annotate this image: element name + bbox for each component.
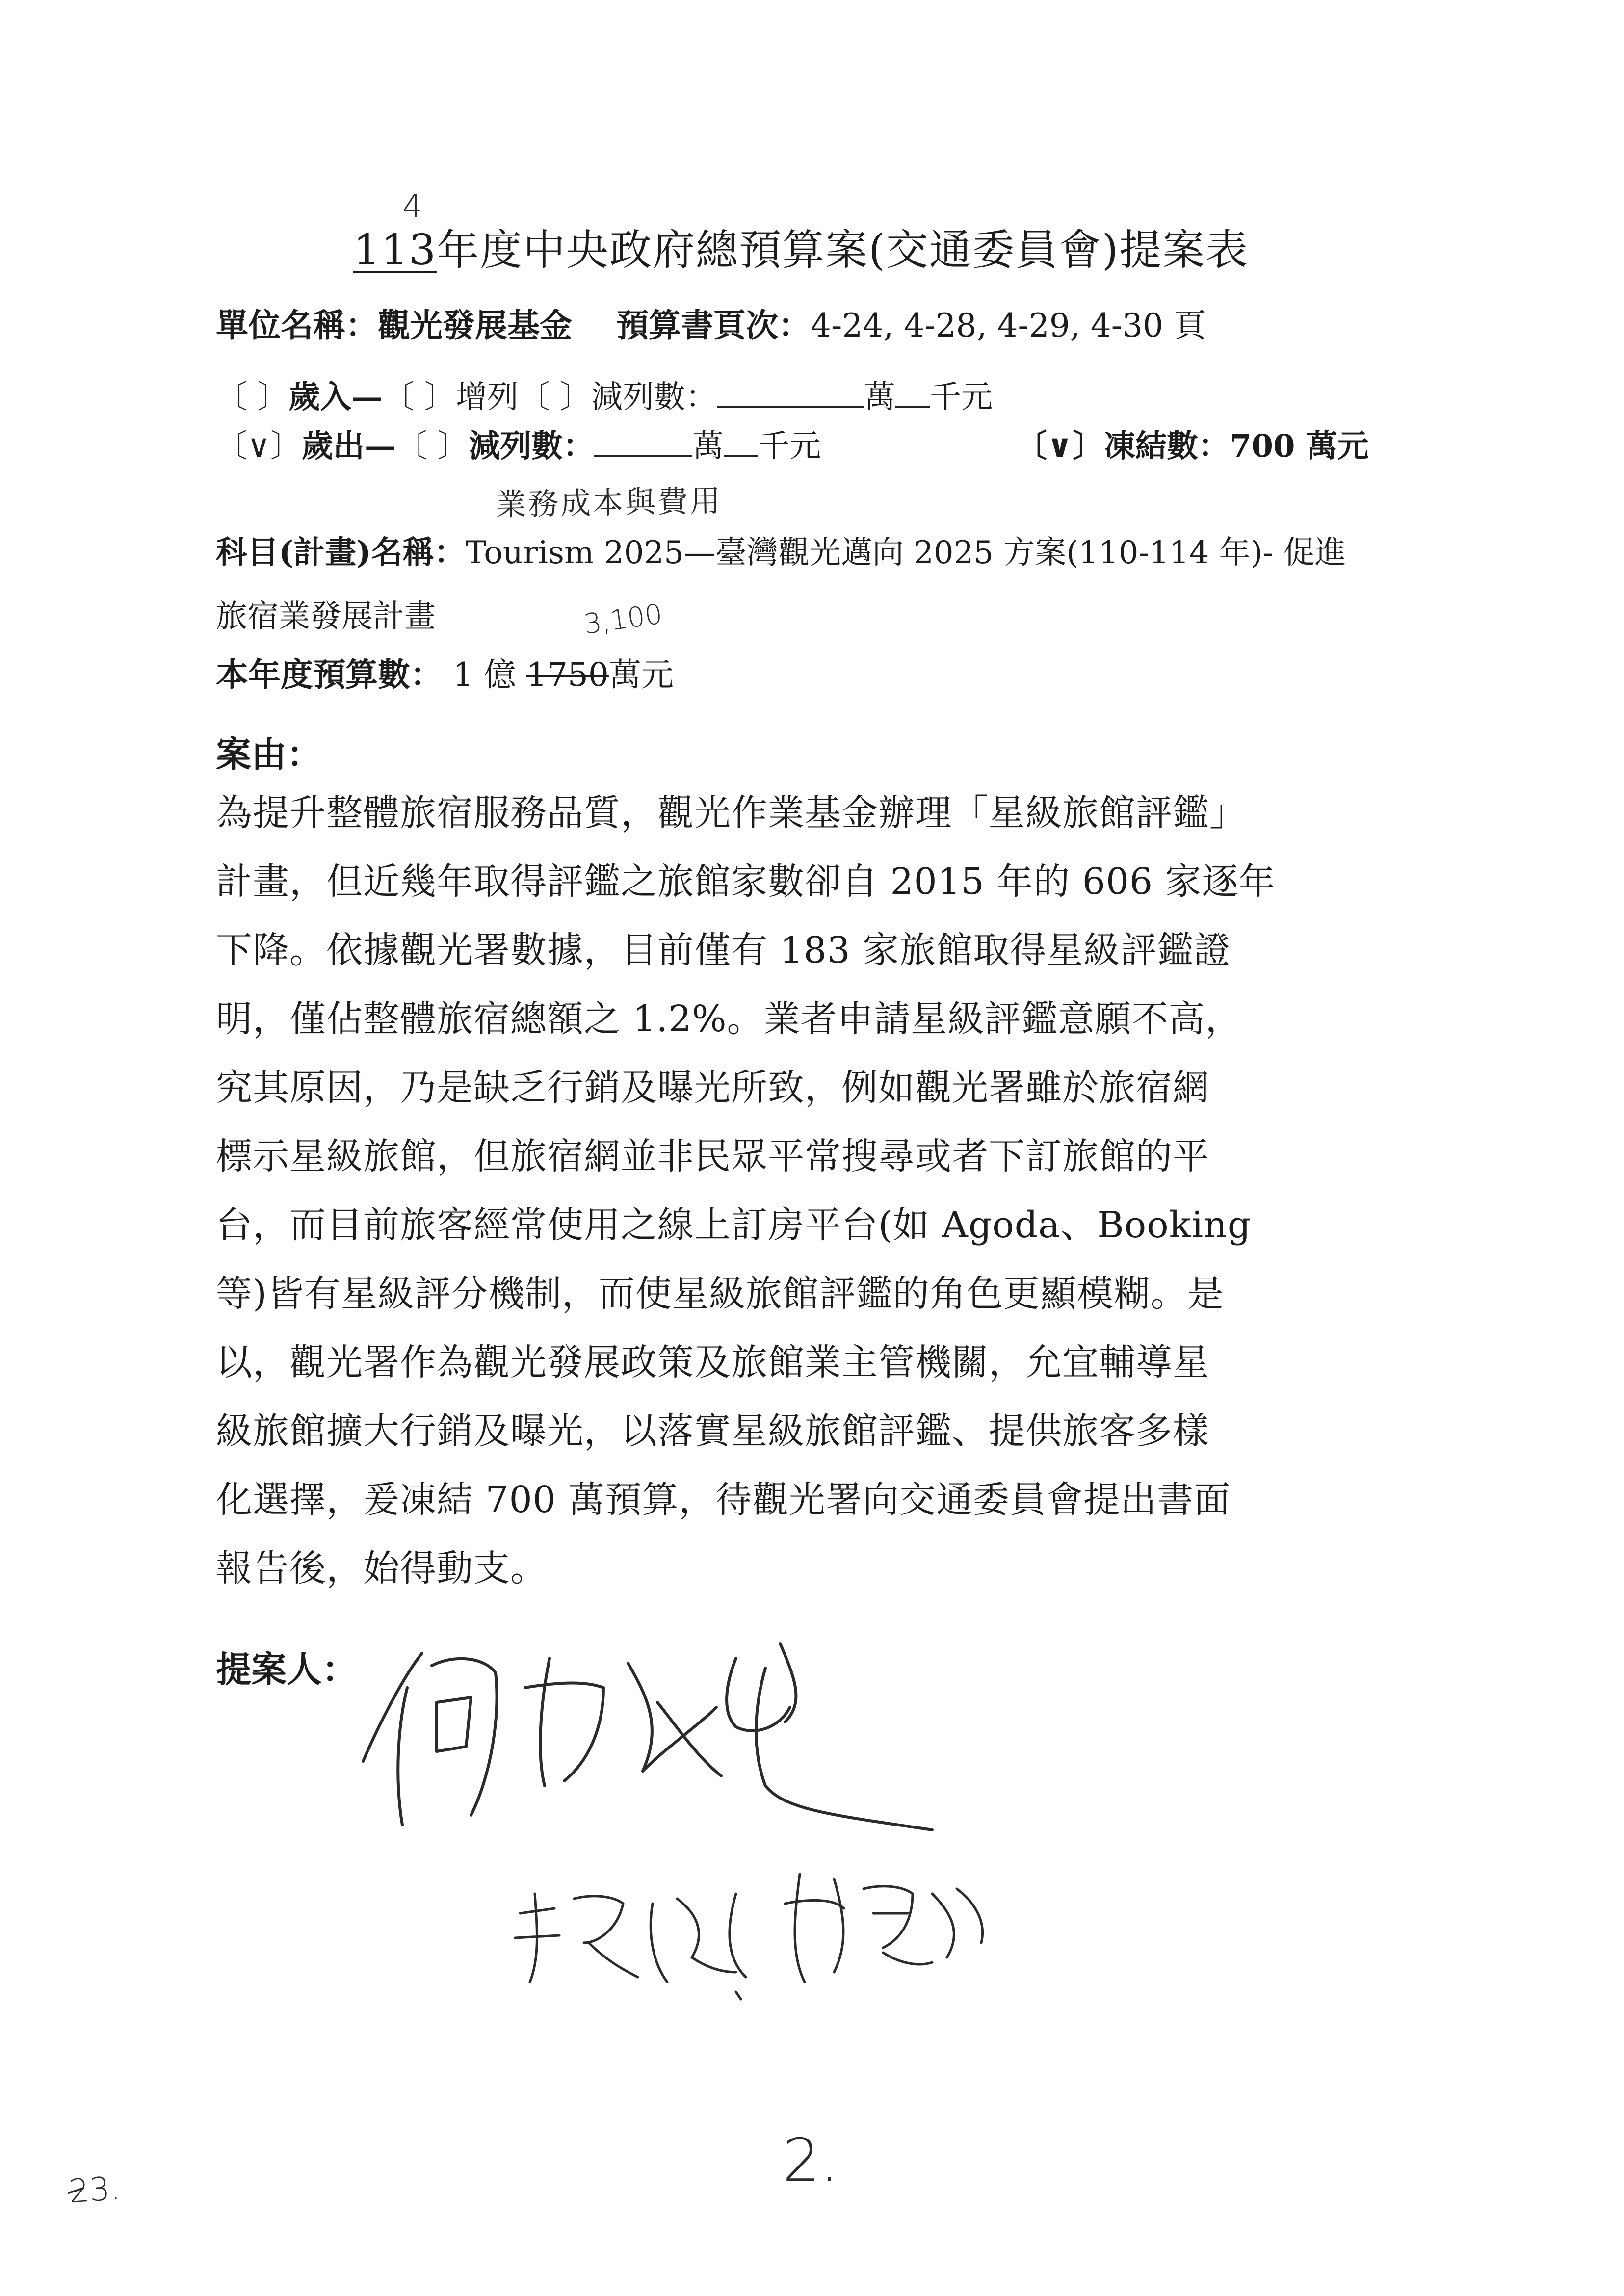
subject-name-1: Tourism 2025—臺灣觀光邁向 2025 方案(110-114 年)- 促進 xyxy=(465,535,1346,571)
handwritten-account-note: 業務成本與費用 xyxy=(495,482,723,523)
proposer-signature xyxy=(363,1644,932,1830)
revenue-checkbox: 〔 〕 xyxy=(216,379,289,416)
revenue-add-checkbox: 〔 〕 xyxy=(383,379,456,416)
subject-label: 科目(計畫)名稱： xyxy=(216,534,466,571)
budget-prefix: 1 億 xyxy=(452,656,516,694)
reason-line: 報告後，始得動支。 xyxy=(216,1547,547,1590)
cosigner-signatures xyxy=(515,1874,983,1999)
expenditure-label: 歲出— xyxy=(301,428,396,465)
budget-label: 本年度預算數： xyxy=(216,655,443,694)
reason-line: 以，觀光署作為觀光發展政策及旅館業主管機關，允宜輔導星 xyxy=(216,1341,1209,1383)
title-text: 年度中央政府總預算案(交通委員會)提案表 xyxy=(437,226,1249,275)
reason-line: 台，而目前旅客經常使用之線上訂房平台(如 Agoda、Booking xyxy=(216,1204,1252,1246)
revenue-cut-checkbox: 〔 〕 xyxy=(518,379,592,416)
page-number: 2. xyxy=(783,2127,839,2195)
budget-handwritten-correction: 3,100 xyxy=(582,598,665,641)
revenue-add-label: 增列 xyxy=(455,379,519,416)
title-year: 113 xyxy=(353,226,437,275)
reason-line: 化選擇，爰凍結 700 萬預算，待觀光署向交通委員會提出書面 xyxy=(216,1479,1231,1521)
freeze-checkbox: 〔∨〕 xyxy=(1016,428,1104,465)
revenue-label: 歲入— xyxy=(288,379,383,416)
reason-line: 下降。依據觀光署數據，目前僅有 183 家旅館取得星級評鑑證 xyxy=(216,929,1231,971)
pages-label: 預算書頁次： xyxy=(616,306,811,344)
freeze-value: 700 萬元 xyxy=(1229,428,1369,465)
reason-line: 計畫，但近幾年取得評鑑之旅館家數卻自 2015 年的 606 家逐年 xyxy=(216,861,1276,903)
reason-line: 等)皆有星級評分機制，而使星級旅館評鑑的角色更顯模糊。是 xyxy=(216,1273,1224,1315)
reason-title: 案由： xyxy=(216,733,322,775)
title-year-handwritten: 4 xyxy=(402,189,422,225)
unit-name: 觀光發展基金 xyxy=(378,306,572,344)
reason-line: 級旅館擴大行銷及曝光，以落實星級旅館評鑑、提供旅客多樣 xyxy=(216,1410,1209,1452)
subject-name-2: 旅宿業發展計畫 xyxy=(216,599,436,635)
revenue-wan-unit: 萬 xyxy=(864,379,896,416)
reason-line: 明，僅佔整體旅宿總額之 1.2%。業者申請星級評鑑意願不高， xyxy=(216,998,1242,1040)
budget-struck-value: 1750 xyxy=(526,656,609,694)
budget-unit: 萬元 xyxy=(608,656,674,694)
revenue-qian-unit: 千元 xyxy=(930,379,993,416)
unit-label: 單位名稱： xyxy=(216,306,378,344)
freeze-label: 凍結數： xyxy=(1103,428,1230,465)
expenditure-wan-unit: 萬 xyxy=(692,428,724,465)
reason-line: 究其原因，乃是缺乏行銷及曝光所致，例如觀光署雖於旅宿網 xyxy=(216,1067,1209,1109)
reason-line: 標示星級旅館，但旅宿網並非民眾平常搜尋或者下訂旅館的平 xyxy=(216,1135,1209,1177)
expenditure-cut-checkbox: 〔 〕 xyxy=(395,428,469,465)
expenditure-qian-unit: 千元 xyxy=(758,428,821,465)
expenditure-checkbox: 〔∨〕 xyxy=(216,428,302,465)
reason-line: 為提升整體旅宿服務品質，觀光作業基金辦理「星級旅館評鑑」 xyxy=(216,792,1246,834)
expenditure-cut-label: 減列數： xyxy=(469,428,595,465)
revenue-cut-label: 減列數： xyxy=(591,379,717,416)
pages-value: 4-24, 4-28, 4-29, 4-30 頁 xyxy=(811,307,1206,344)
side-number: 23. xyxy=(67,2169,122,2211)
proposer-label: 提案人： xyxy=(216,1648,358,1690)
